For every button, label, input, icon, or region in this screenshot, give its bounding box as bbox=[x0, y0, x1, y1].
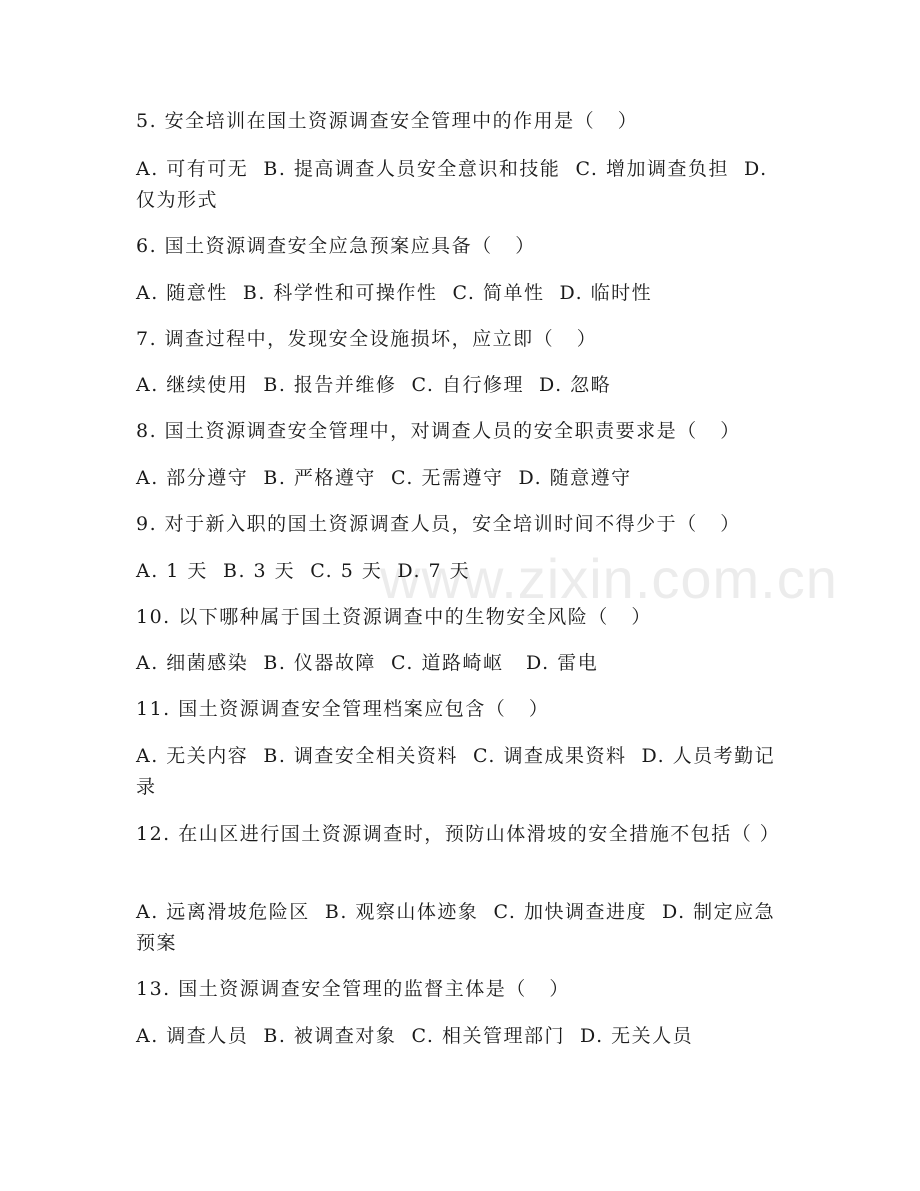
question-options-5: A. 可有可无 B. 提高调查人员安全意识和技能 C. 增加调查负担 D. 仅为形式 bbox=[136, 158, 776, 211]
question-options-7: A. 继续使用 B. 报告并维修 C. 自行修理 D. 忽略 bbox=[136, 374, 612, 396]
question-stem-9: 9. 对于新入职的国土资源调查人员，安全培训时间不得少于（ ） bbox=[136, 513, 741, 535]
question-options-9: A. 1 天 B. 3 天 C. 5 天 D. 7 天 bbox=[136, 560, 471, 582]
question-options-6: A. 随意性 B. 科学性和可操作性 C. 简单性 D. 临时性 bbox=[136, 282, 653, 304]
question-stem-5: 5. 安全培训在国土资源调查安全管理中的作用是（ ） bbox=[136, 110, 639, 132]
question-stem-13: 13. 国土资源调查安全管理的监督主体是（ ） bbox=[136, 978, 570, 1000]
question-stem-8: 8. 国土资源调查安全管理中，对调查人员的安全职责要求是（ ） bbox=[136, 420, 741, 442]
question-stem-12: 12. 在山区进行国土资源调查时，预防山体滑坡的安全措施不包括（ ） bbox=[136, 823, 781, 845]
question-options-13: A. 调查人员 B. 被调查对象 C. 相关管理部门 D. 无关人员 bbox=[136, 1025, 694, 1047]
question-stem-11: 11. 国土资源调查安全管理档案应包含（ ） bbox=[136, 698, 550, 720]
question-stem-10: 10. 以下哪种属于国土资源调查中的生物安全风险（ ） bbox=[136, 606, 652, 628]
question-stem-6: 6. 国土资源调查安全应急预案应具备（ ） bbox=[136, 235, 536, 257]
question-options-8: A. 部分遵守 B. 严格遵守 C. 无需遵守 D. 随意遵守 bbox=[136, 467, 632, 489]
watermark: www.zixin.com.cn bbox=[380, 547, 838, 610]
question-options-12: A. 远离滑坡危险区 B. 观察山体迹象 C. 加快调查进度 D. 制定应急预案 bbox=[136, 901, 776, 954]
question-stem-7: 7. 调查过程中，发现安全设施损坏，应立即（ ） bbox=[136, 328, 598, 350]
question-options-10: A. 细菌感染 B. 仪器故障 C. 道路崎岖 D. 雷电 bbox=[136, 652, 599, 674]
question-options-11: A. 无关内容 B. 调查安全相关资料 C. 调查成果资料 D. 人员考勤记录 bbox=[136, 745, 776, 798]
